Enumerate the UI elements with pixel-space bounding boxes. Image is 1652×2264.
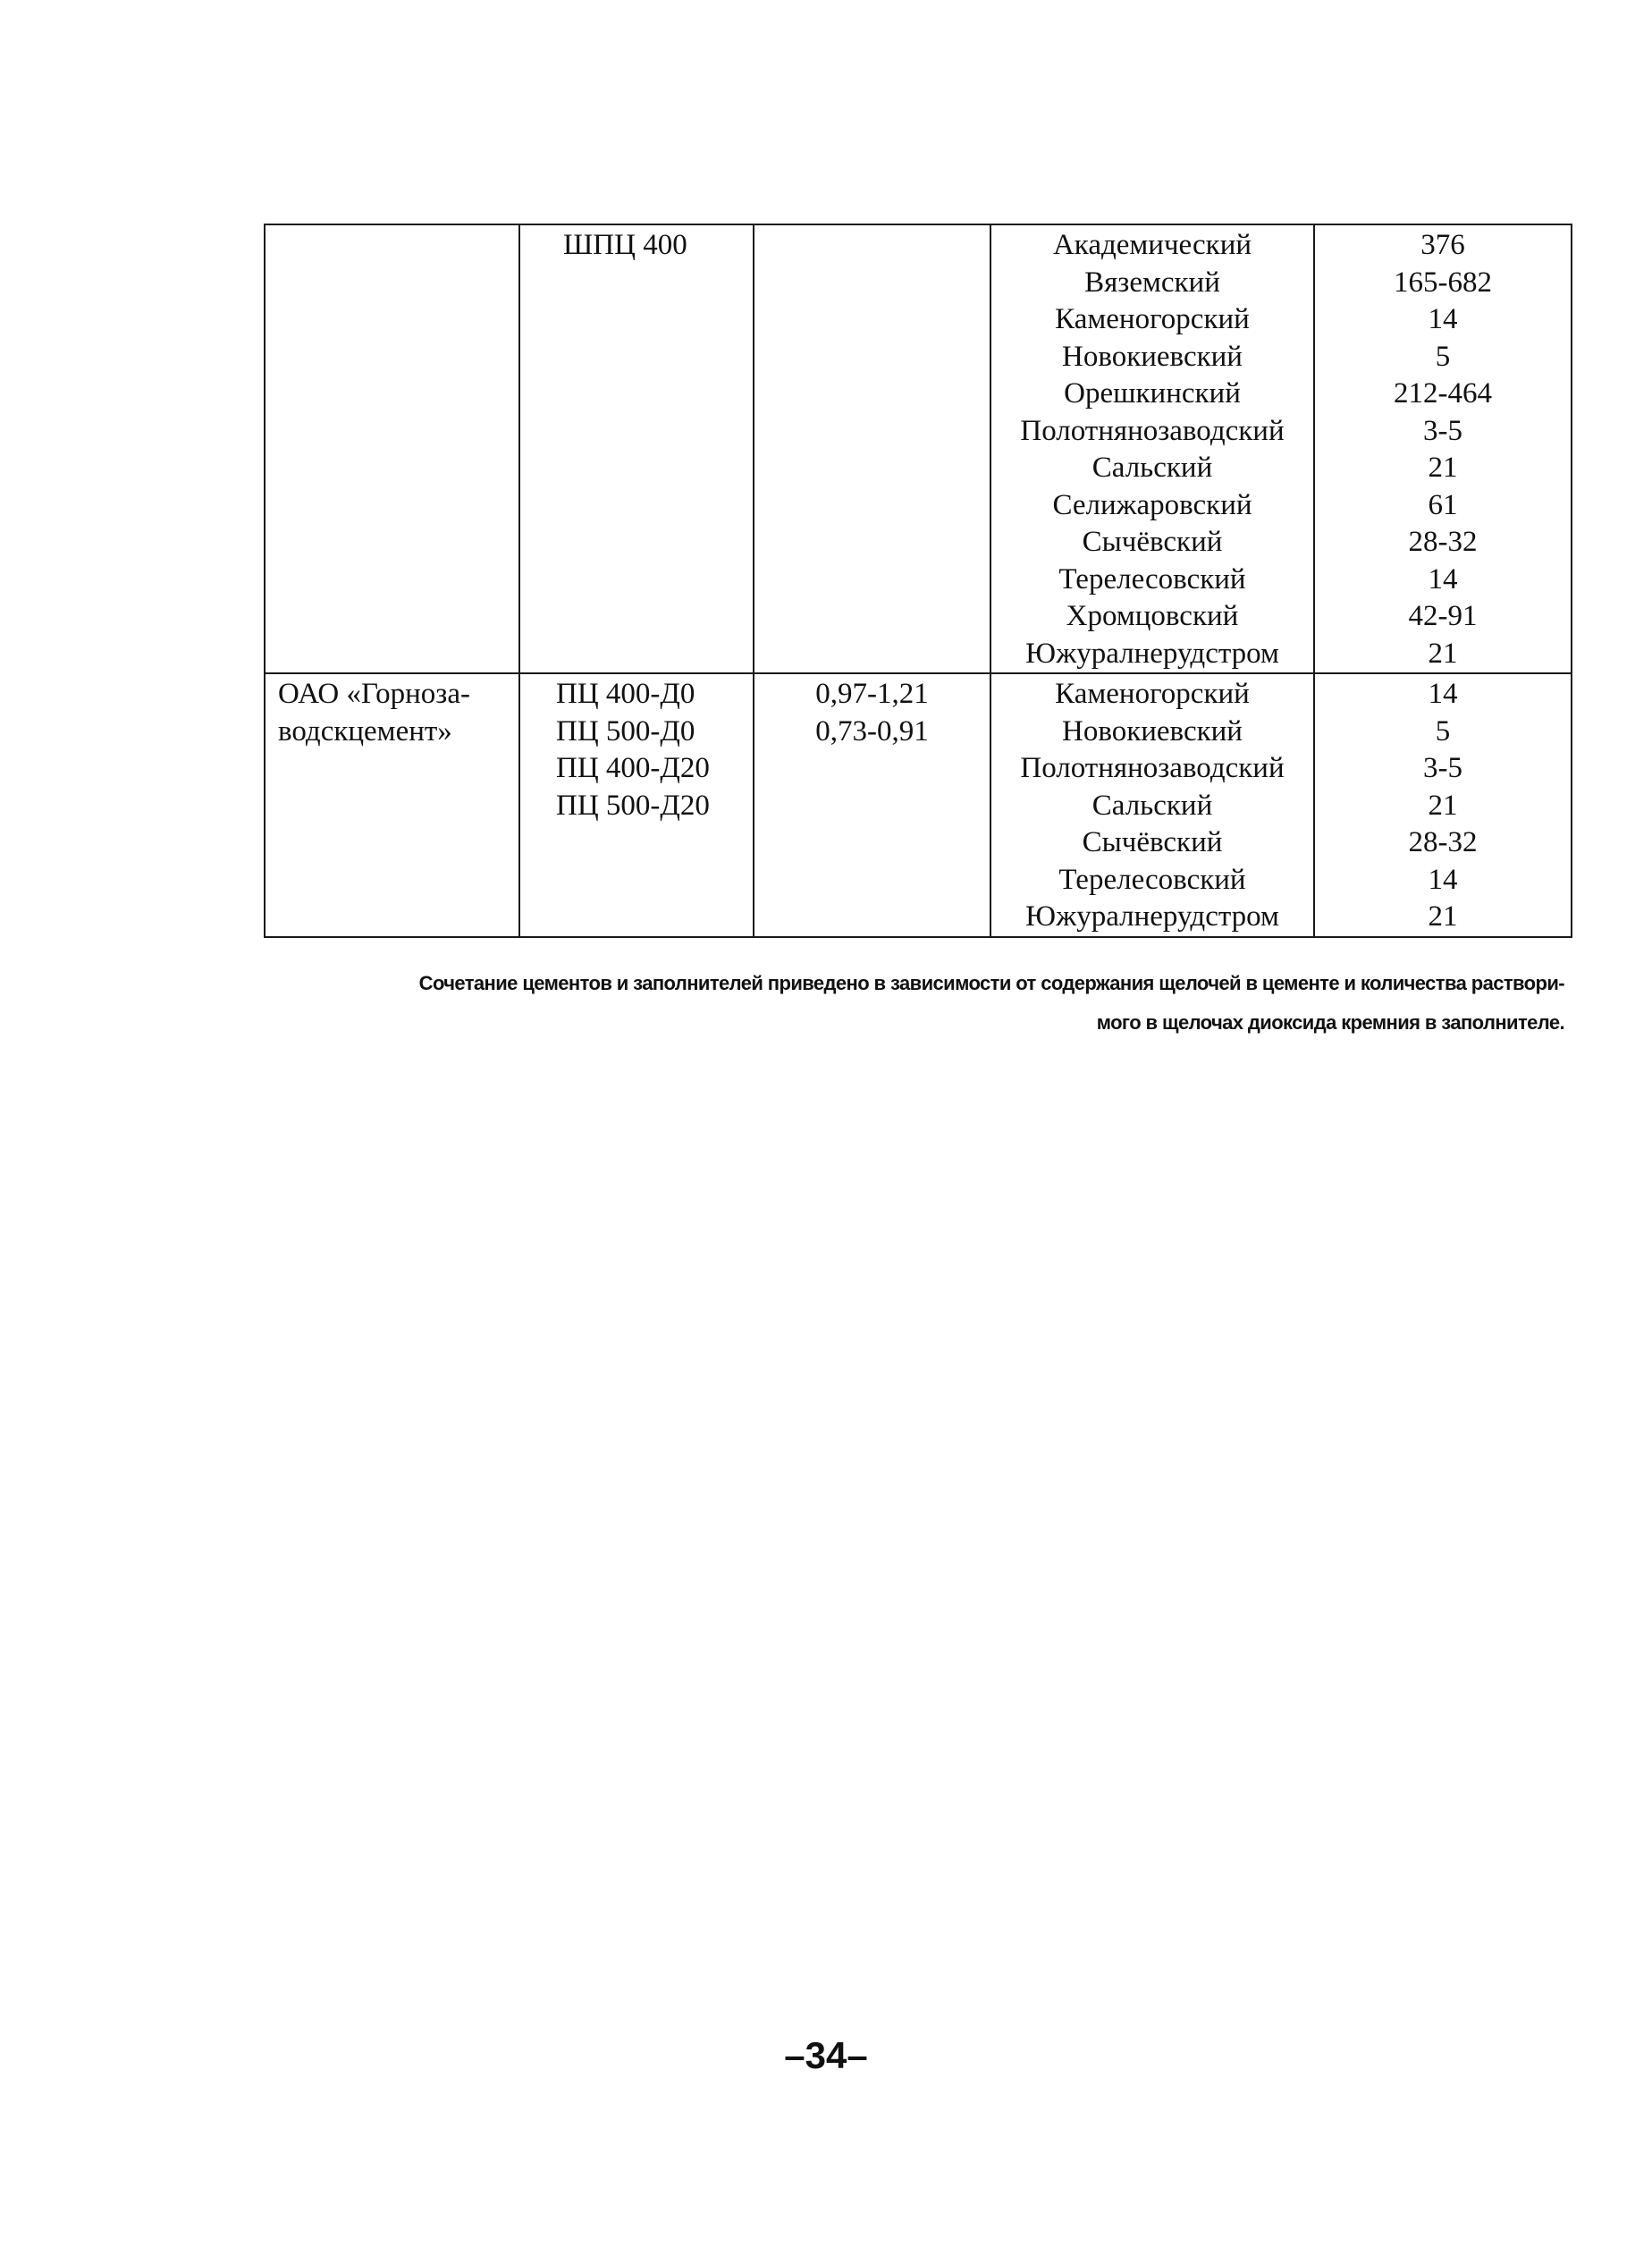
silica-value: 21 <box>1428 452 1458 484</box>
silica-content-cell <box>1314 224 1572 673</box>
silica-value: 42-91 <box>1408 600 1478 632</box>
silica-value: 14 <box>1428 863 1458 896</box>
cement-grade: ПЦ 400-Д0 <box>556 678 695 710</box>
cement-grade: ПЦ 400-Д20 <box>556 752 710 784</box>
cement-grade: ШПЦ 400 <box>563 229 687 261</box>
cement-grade-cell <box>519 673 754 937</box>
cement-aggregate-table <box>264 224 1572 938</box>
alkali-content-cell <box>754 224 990 673</box>
footnote-line: мого в щелочах диоксида кремния в заполнителе. <box>1096 1011 1564 1034</box>
quarry-name: Терелесовский <box>1058 863 1246 896</box>
silica-value: 21 <box>1428 900 1458 933</box>
quarry-name: Сальский <box>1092 452 1213 484</box>
silica-value: 28-32 <box>1408 526 1478 558</box>
organization-line: водскцемент» <box>278 714 452 748</box>
quarry-name: Академический <box>1052 229 1252 261</box>
silica-value: 212-464 <box>1394 377 1492 410</box>
alkali-value <box>754 227 990 265</box>
quarry-name: Вяземский <box>1084 266 1220 299</box>
table-footnote <box>317 964 1564 1043</box>
organization-line: ОАО «Горноза- <box>278 678 470 710</box>
data-table-container <box>264 224 1571 938</box>
quarry-name: Новокиевский <box>1062 714 1243 748</box>
cement-grade: ПЦ 500-Д0 <box>556 714 695 748</box>
quarry-name: Южуралнерудстром <box>1025 637 1279 670</box>
silica-value: 3-5 <box>1423 752 1462 784</box>
alkali-content-cell <box>754 673 990 937</box>
quarry-name: Селижаровский <box>1052 488 1252 521</box>
silica-value: 28-32 <box>1408 826 1478 858</box>
silica-value: 21 <box>1428 637 1458 670</box>
quarry-name: Сычёвский <box>1082 526 1223 558</box>
quarry-name: Сальский <box>1092 789 1213 822</box>
alkali-value: 0,97-1,21 <box>815 678 929 710</box>
footnote-line: Сочетание цементов и заполнителей приведено в зависимости от содержания щелочей в цементе и количества раствори- <box>418 972 1564 994</box>
silica-value: 21 <box>1428 789 1458 822</box>
alkali-value: 0,73-0,91 <box>815 714 929 748</box>
quarry-name: Каменогорский <box>1055 303 1250 335</box>
silica-value: 5 <box>1435 714 1451 748</box>
quarry-name: Сычёвский <box>1082 826 1223 858</box>
organization-cell <box>265 673 519 937</box>
cement-grade-cell <box>519 224 754 673</box>
silica-value: 3-5 <box>1423 414 1462 447</box>
organization-cell <box>265 224 519 673</box>
quarry-name: Южуралнерудстром <box>1025 900 1279 933</box>
silica-value: 61 <box>1428 488 1458 521</box>
silica-value: 165-682 <box>1394 266 1492 299</box>
table-row <box>265 673 1572 937</box>
quarry-cell <box>990 673 1314 937</box>
quarry-name: Полотнянозаводский <box>1020 752 1285 784</box>
quarry-name: Хромцовский <box>1066 600 1239 632</box>
page-number: –34– <box>784 2034 868 2076</box>
cement-grade: ПЦ 500-Д20 <box>556 789 710 822</box>
table-row <box>265 224 1572 673</box>
quarry-name: Каменогорский <box>1055 678 1250 710</box>
silica-content-cell <box>1314 673 1572 937</box>
quarry-name: Терелесовский <box>1058 562 1246 596</box>
quarry-name: Полотнянозаводский <box>1020 414 1285 447</box>
silica-value: 5 <box>1435 340 1451 373</box>
organization-line <box>278 227 518 265</box>
quarry-name: Орешкинский <box>1064 377 1241 410</box>
silica-value: 14 <box>1428 562 1458 596</box>
silica-value: 14 <box>1428 303 1458 335</box>
silica-value: 376 <box>1420 229 1465 261</box>
silica-value: 14 <box>1428 678 1458 710</box>
quarry-cell <box>990 224 1314 673</box>
quarry-name: Новокиевский <box>1062 340 1243 373</box>
